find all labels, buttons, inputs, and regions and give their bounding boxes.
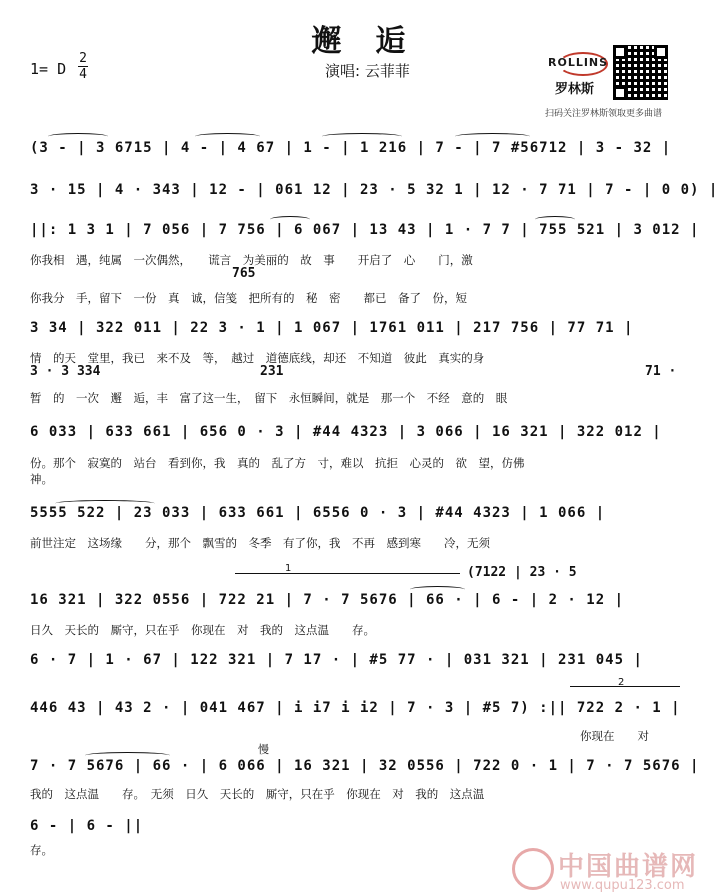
slur — [55, 500, 155, 507]
lyric-line: 情 的天 堂里，我已 来不及 等， 越过 道德底线，却还 不知道 彼此 真实的身 — [30, 351, 485, 365]
slur — [270, 216, 310, 223]
lyric-line: 前世注定 这场缘 分，那个 飘雪的 冬季 有了你，我 不再 感到寒 冷，无须 — [30, 536, 490, 550]
time-signature-bottom: 4 — [79, 67, 87, 82]
notation-row-6: 5555 522 | 23 033 | 633 661 | 6556 0 · 3 | #44 4323 | 1 066 | — [30, 505, 606, 521]
slur — [535, 216, 575, 223]
slur — [85, 752, 170, 759]
slur — [195, 133, 260, 140]
watermark-name: 中国曲谱网 — [558, 852, 699, 882]
lyric-line: 你现在 对 — [580, 729, 649, 743]
slur — [455, 133, 530, 140]
volta-number-2: 2 — [618, 677, 625, 688]
notation-row-8: 6 · 7 | 1 · 67 | 122 321 | 7 17 · | #5 77 · | 031 321 | 231 045 | — [30, 652, 643, 668]
alt-notation: 231 — [260, 364, 284, 379]
lyric-line: 存。 — [30, 843, 53, 857]
singer-credit: 演唱: 云菲菲 — [325, 62, 410, 80]
slur — [322, 133, 402, 140]
watermark-logo-icon — [512, 848, 554, 890]
slur — [410, 586, 465, 593]
time-signature — [78, 52, 88, 81]
notation-row-1: (3 - | 3 6715 | 4 - | 4 67 | 1 - | 1 216 | 7 - | 7 #56712 | 3 - 32 | — [30, 140, 672, 156]
notation-row-11: 6 - | 6 - || — [30, 818, 144, 834]
lyric-line: 你我相 遇，纯属 一次偶然， 谎言 为美丽的 故 事 开启了 心 门，激 — [30, 253, 473, 267]
tempo-mark: 慢 — [258, 743, 269, 756]
watermark-url: www.qupu123.com — [560, 878, 685, 893]
qr-code-icon — [613, 45, 668, 100]
time-signature-top: 2 — [79, 51, 87, 66]
notation-row-5: 6 033 | 633 661 | 656 0 · 3 | #44 4323 | 3 066 | 16 321 | 322 012 | — [30, 424, 662, 440]
lyric-line: 我的 这点温 存。 无须 日久 天长的 厮守，只在乎 你现在 对 我的 这点温 — [30, 787, 485, 801]
brand-name: 罗林斯 — [555, 82, 595, 97]
volta-bracket — [235, 573, 460, 574]
volta-number: 1 — [285, 563, 292, 574]
notation-row-10: 7 · 7 5676 | 66 · | 6 066 | 16 321 | 32 0556 | 722 0 · 1 | 7 · 7 5676 | — [30, 758, 700, 774]
lyric-line: 份。那个 寂寞的 站台 看到你，我 真的 乱了方 寸，难以 抗拒 心灵的 欲 望，仿佛 — [30, 456, 525, 470]
brand-logo-text: ROLLINS — [548, 56, 609, 69]
notation-row-9: 446 43 | 43 2 · | 041 467 | i i7 i i2 | 7 · 3 | #5 7) :|| 722 2 · 1 | — [30, 700, 681, 716]
notation-row-7: 16 321 | 322 0556 | 722 21 | 7 · 7 5676 | 66 · | 6 - | 2 · 12 | — [30, 592, 625, 608]
qr-promo-text: 扫码关注罗林斯领取更多曲谱 — [545, 109, 663, 119]
notation-row-3: ||: 1 3 1 | 7 056 | 7 756 | 6 067 | 13 43 | 1 · 7 7 | 755 521 | 3 012 | — [30, 222, 700, 238]
alt-notation: 765 — [232, 266, 256, 281]
volta-bracket-2 — [570, 686, 680, 687]
alt-notation: 71 · — [645, 364, 677, 379]
song-title: 邂 逅 — [311, 24, 408, 59]
lyric-line: 神。 — [30, 472, 53, 486]
lyric-line: 你我分 手，留下 一份 真 诚，信笺 把所有的 秘 密 都已 备了 份，短 — [30, 291, 467, 305]
lyric-line: 暂 的 一次 邂 逅，丰 富了这一生， 留下 永恒瞬间，就是 那一个 不经 意的 眼 — [30, 391, 508, 405]
alt-notation: 3 · 3 334 — [30, 364, 101, 379]
key-signature: 1= D — [30, 60, 67, 78]
volta-alt-notation: (7122 | 23 · 5 — [467, 565, 577, 580]
slur — [48, 133, 108, 140]
notation-row-2: 3 · 15 | 4 · 343 | 12 - | 061 12 | 23 · 5 32 1 | 12 · 7 71 | 7 - | 0 0) | — [30, 182, 719, 198]
notation-row-4: 3 34 | 322 011 | 22 3 · 1 | 1 067 | 1761 011 | 217 756 | 77 71 | — [30, 320, 634, 336]
lyric-line: 日久 天长的 厮守，只在乎 你现在 对 我的 这点温 存。 — [30, 623, 375, 637]
